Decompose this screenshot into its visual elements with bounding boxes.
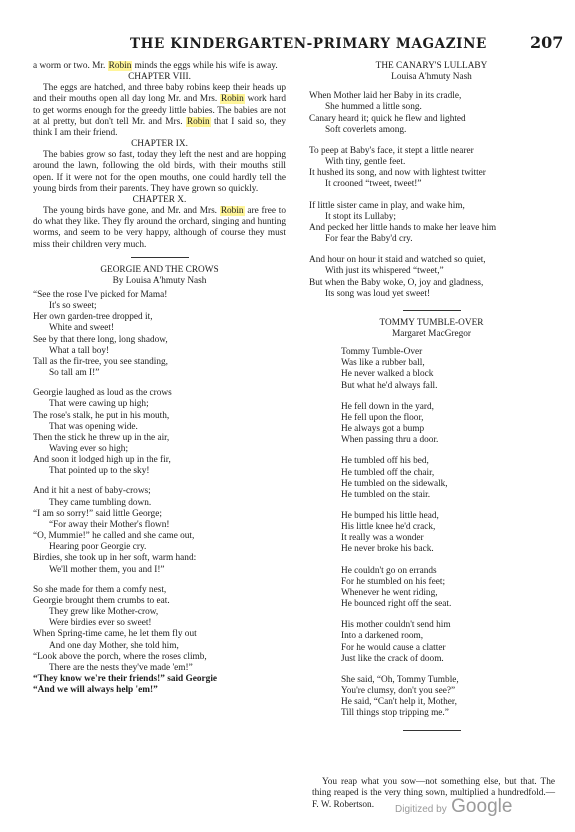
right-column	[309, 61, 554, 738]
poem-line: “Look above the porch, where the roses climb,	[33, 651, 207, 662]
chapter-8-text: The eggs are hatched, and three baby robins keep their heads up and their mouths open all day long Mr. and Mrs. Robin work hard to get worms enough for the greedy little babies. The babies are not at al pretty, but don't tell Mr. and Mrs. Robin that I said so, they think I am their friend.	[33, 83, 287, 138]
poem-line: “For away their Mother's flown!	[49, 519, 170, 530]
poem-line: That pointed up to the sky!	[49, 466, 150, 477]
chapter-8-title: CHAPTER VIII.	[128, 72, 191, 83]
poem-line: Were birdies ever so sweet!	[49, 618, 152, 629]
poem-line: Georgie laughed as loud as the crows	[33, 388, 172, 399]
poem-line: For fear the Baby'd cry.	[325, 234, 413, 245]
poem-line: When passing thru a door.	[341, 435, 439, 446]
chapter-10-title: CHAPTER X.	[132, 194, 187, 205]
poem-line: So tall am I!”	[49, 368, 100, 379]
stanza	[309, 146, 554, 191]
tommy-poem	[309, 347, 554, 719]
poem-line: And one day Mother, she told him,	[49, 640, 179, 651]
poem-line: And pecked her little hands to make her leave him	[309, 222, 497, 233]
poem-line: And it hit a nest of baby-crows;	[33, 486, 151, 497]
poem-line: He tumbled on the stair.	[341, 489, 431, 500]
poem-line: “See the rose I've picked for Mama!	[33, 289, 168, 300]
poem-line: So she made for them a comfy nest,	[33, 584, 167, 595]
poem-line: Tommy Tumble-Over	[341, 347, 423, 358]
poem-line: He fell upon the floor,	[341, 412, 424, 423]
poem-line: When Mother laid her Baby in its cradle,	[309, 91, 462, 102]
poem-line: He never broke his back.	[341, 544, 434, 555]
poem-line: With just its whispered “tweet,”	[325, 266, 444, 277]
poem-line: He tumbled off his bed,	[341, 456, 429, 467]
story-intro-paragraph: a worm or two. Mr. Robin minds the eggs while his wife is away.	[33, 61, 278, 71]
poem-line: It hushed its song, and now with lightest twitter	[309, 168, 486, 179]
poem-line: He said, “Can't help it, Mother,	[341, 697, 457, 708]
poem-title: GEORGIE AND THE CROWS	[100, 264, 219, 275]
poem-line: They came tumbling down.	[49, 497, 152, 508]
section-divider	[131, 257, 189, 258]
poem-line: There are the nests they've made 'em!”	[49, 662, 193, 673]
canary-poem	[309, 91, 554, 300]
section-divider	[403, 310, 461, 311]
poem-line: His little knee he'd crack,	[341, 522, 436, 533]
poem-line: He couldn't go on errands	[341, 565, 437, 576]
poem-line: She said, “Oh, Tommy Tumble,	[341, 674, 459, 685]
poem-line: Till things stop tripping me.”	[341, 708, 449, 719]
poem-line: It's so sweet;	[49, 301, 97, 312]
georgie-poem	[33, 290, 286, 696]
highlighted-word: Robin	[108, 61, 132, 71]
poem-line: He tumbled on the sidewalk,	[341, 478, 448, 489]
highlighted-word: Robin	[221, 94, 244, 105]
stanza	[309, 201, 554, 246]
digitized-by-google-watermark: Digitized by Google	[395, 796, 513, 817]
poem-line: For he would cause a clatter	[341, 642, 446, 653]
poem-line: “O, Mummie!” he called and she came out,	[33, 531, 195, 542]
stanza	[341, 675, 554, 720]
stanza	[33, 388, 286, 477]
chapter-9-text: The babies grow so fast, today they left the nest and are hopping around the lawn, following the old birds, with their mouths still open. If it were not for the open mouths, one could hardly tell the young birds from their parents. They have grown so quickly.	[33, 150, 286, 194]
poem-line: He fell down in the yard,	[341, 401, 434, 412]
stanza	[341, 402, 554, 447]
poem-title: TOMMY TUMBLE-OVER	[379, 317, 484, 328]
poem-line: He bounced right off the seat.	[341, 599, 452, 610]
poem-author: Margaret MacGregor	[391, 328, 472, 339]
stanza	[341, 620, 554, 665]
poem-line: And hour on hour it staid and watched so quiet,	[309, 255, 486, 266]
poem-line: Waving ever so high;	[49, 444, 129, 454]
poem-line: That was opening wide.	[49, 421, 138, 432]
poem-line: Her own garden-tree dropped it,	[33, 312, 153, 323]
poem-line: But when the Baby woke, O, joy and gladness,	[309, 277, 484, 288]
poem-title: THE CANARY'S LULLABY	[375, 61, 488, 71]
poem-line: You're clumsy, don't you see?”	[341, 686, 456, 697]
stanza	[309, 91, 554, 136]
poem-line: She hummed a little song.	[325, 102, 422, 113]
poem-line: He tumbled off the chair,	[341, 467, 435, 478]
poem-line: Was like a rubber ball,	[341, 358, 425, 369]
stanza	[341, 456, 554, 501]
poem-author: By Louisa A'hmuty Nash	[112, 275, 207, 286]
running-header: THE KINDERGARTEN-PRIMARY MAGAZINE	[130, 36, 487, 52]
poem-line: But what he'd always fall.	[341, 380, 438, 391]
stanza	[33, 486, 286, 575]
poem-line: That were cawing up high;	[49, 399, 149, 410]
poem-line: Into a darkened room,	[341, 631, 424, 642]
stanza	[341, 566, 554, 611]
stanza	[33, 585, 286, 697]
poem-line: When Spring-time came, he let them fly out	[33, 629, 197, 640]
highlighted-word: Robin	[186, 116, 210, 127]
stanza	[309, 255, 554, 300]
poem-line: He bumped his little head,	[341, 511, 439, 521]
poem-line: And soon it lodged high up in the fir,	[33, 455, 171, 466]
closing-quote: You reap what you sow—not something else, but that. The thing reaped is the very thing sown, multiplied a hundredfold.—F. W. Robertson.	[312, 777, 555, 810]
poem-line: His mother couldn't send him	[341, 620, 451, 631]
poem-line: “They know we're their friends!” said Georgie	[33, 673, 218, 684]
poem-line: Then the stick he threw up in the air,	[33, 432, 170, 443]
poem-line: It crooned “tweet, tweet!”	[325, 179, 422, 190]
poem-line: See by that there long, long shadow,	[33, 334, 168, 345]
page-number: 207	[530, 33, 564, 52]
poem-line: Georgie brought them crumbs to eat.	[33, 595, 170, 606]
poem-line: For he stumbled on his feet;	[341, 576, 446, 587]
poem-line: “And we will always help 'em!”	[33, 685, 158, 696]
poem-line: He never walked a block	[341, 369, 434, 380]
poem-line: White and sweet!	[49, 323, 115, 334]
section-divider	[403, 730, 461, 731]
stanza	[341, 511, 554, 556]
poem-line: They grew like Mother-crow,	[49, 607, 159, 618]
poem-line: With tiny, gentle feet.	[325, 157, 406, 168]
stanza	[33, 290, 286, 379]
chapter-10-text: The young birds have gone, and Mr. and Mrs. Robin are free to do what they like. They fly around the orchard, singing and hunting worms, and seem to be very happy, although of course they must miss their children very much.	[33, 206, 287, 250]
poem-line: It really was a wonder	[341, 533, 424, 544]
poem-line: It stopt its Lullaby;	[325, 211, 397, 222]
poem-line: If little sister came in play, and wake him,	[309, 200, 465, 211]
poem-line: We'll mother them, you and I!”	[49, 564, 165, 575]
poem-line: What a tall boy!	[49, 345, 110, 356]
stanza	[341, 347, 554, 392]
poem-line: Just like the crack of doom.	[341, 653, 444, 664]
chapter-9-title: CHAPTER IX.	[131, 139, 188, 150]
poem-line: Hearing poor Georgie cry.	[49, 542, 147, 553]
left-column	[33, 61, 286, 705]
highlighted-word: Robin	[220, 206, 244, 217]
poem-author: Louisa A'hmuty Nash	[391, 72, 472, 83]
poem-line: Birdies, she took up in her soft, warm hand:	[33, 553, 197, 564]
poem-line: Whenever he went riding,	[341, 587, 438, 598]
poem-line: The rose's stalk, he put in his mouth,	[33, 410, 170, 421]
poem-line: Soft coverlets among.	[325, 124, 407, 135]
poem-line: Canary heard it; quick he flew and lighted	[309, 113, 466, 124]
poem-line: “I am so sorry!” said little George;	[33, 508, 162, 519]
poem-line: He always got a bump	[341, 424, 425, 435]
poem-line: Tall as the fir-tree, you see standing,	[33, 356, 168, 367]
poem-line: Its song was loud yet sweet!	[325, 288, 431, 299]
poem-line: To peep at Baby's face, it stept a little nearer	[309, 145, 474, 156]
